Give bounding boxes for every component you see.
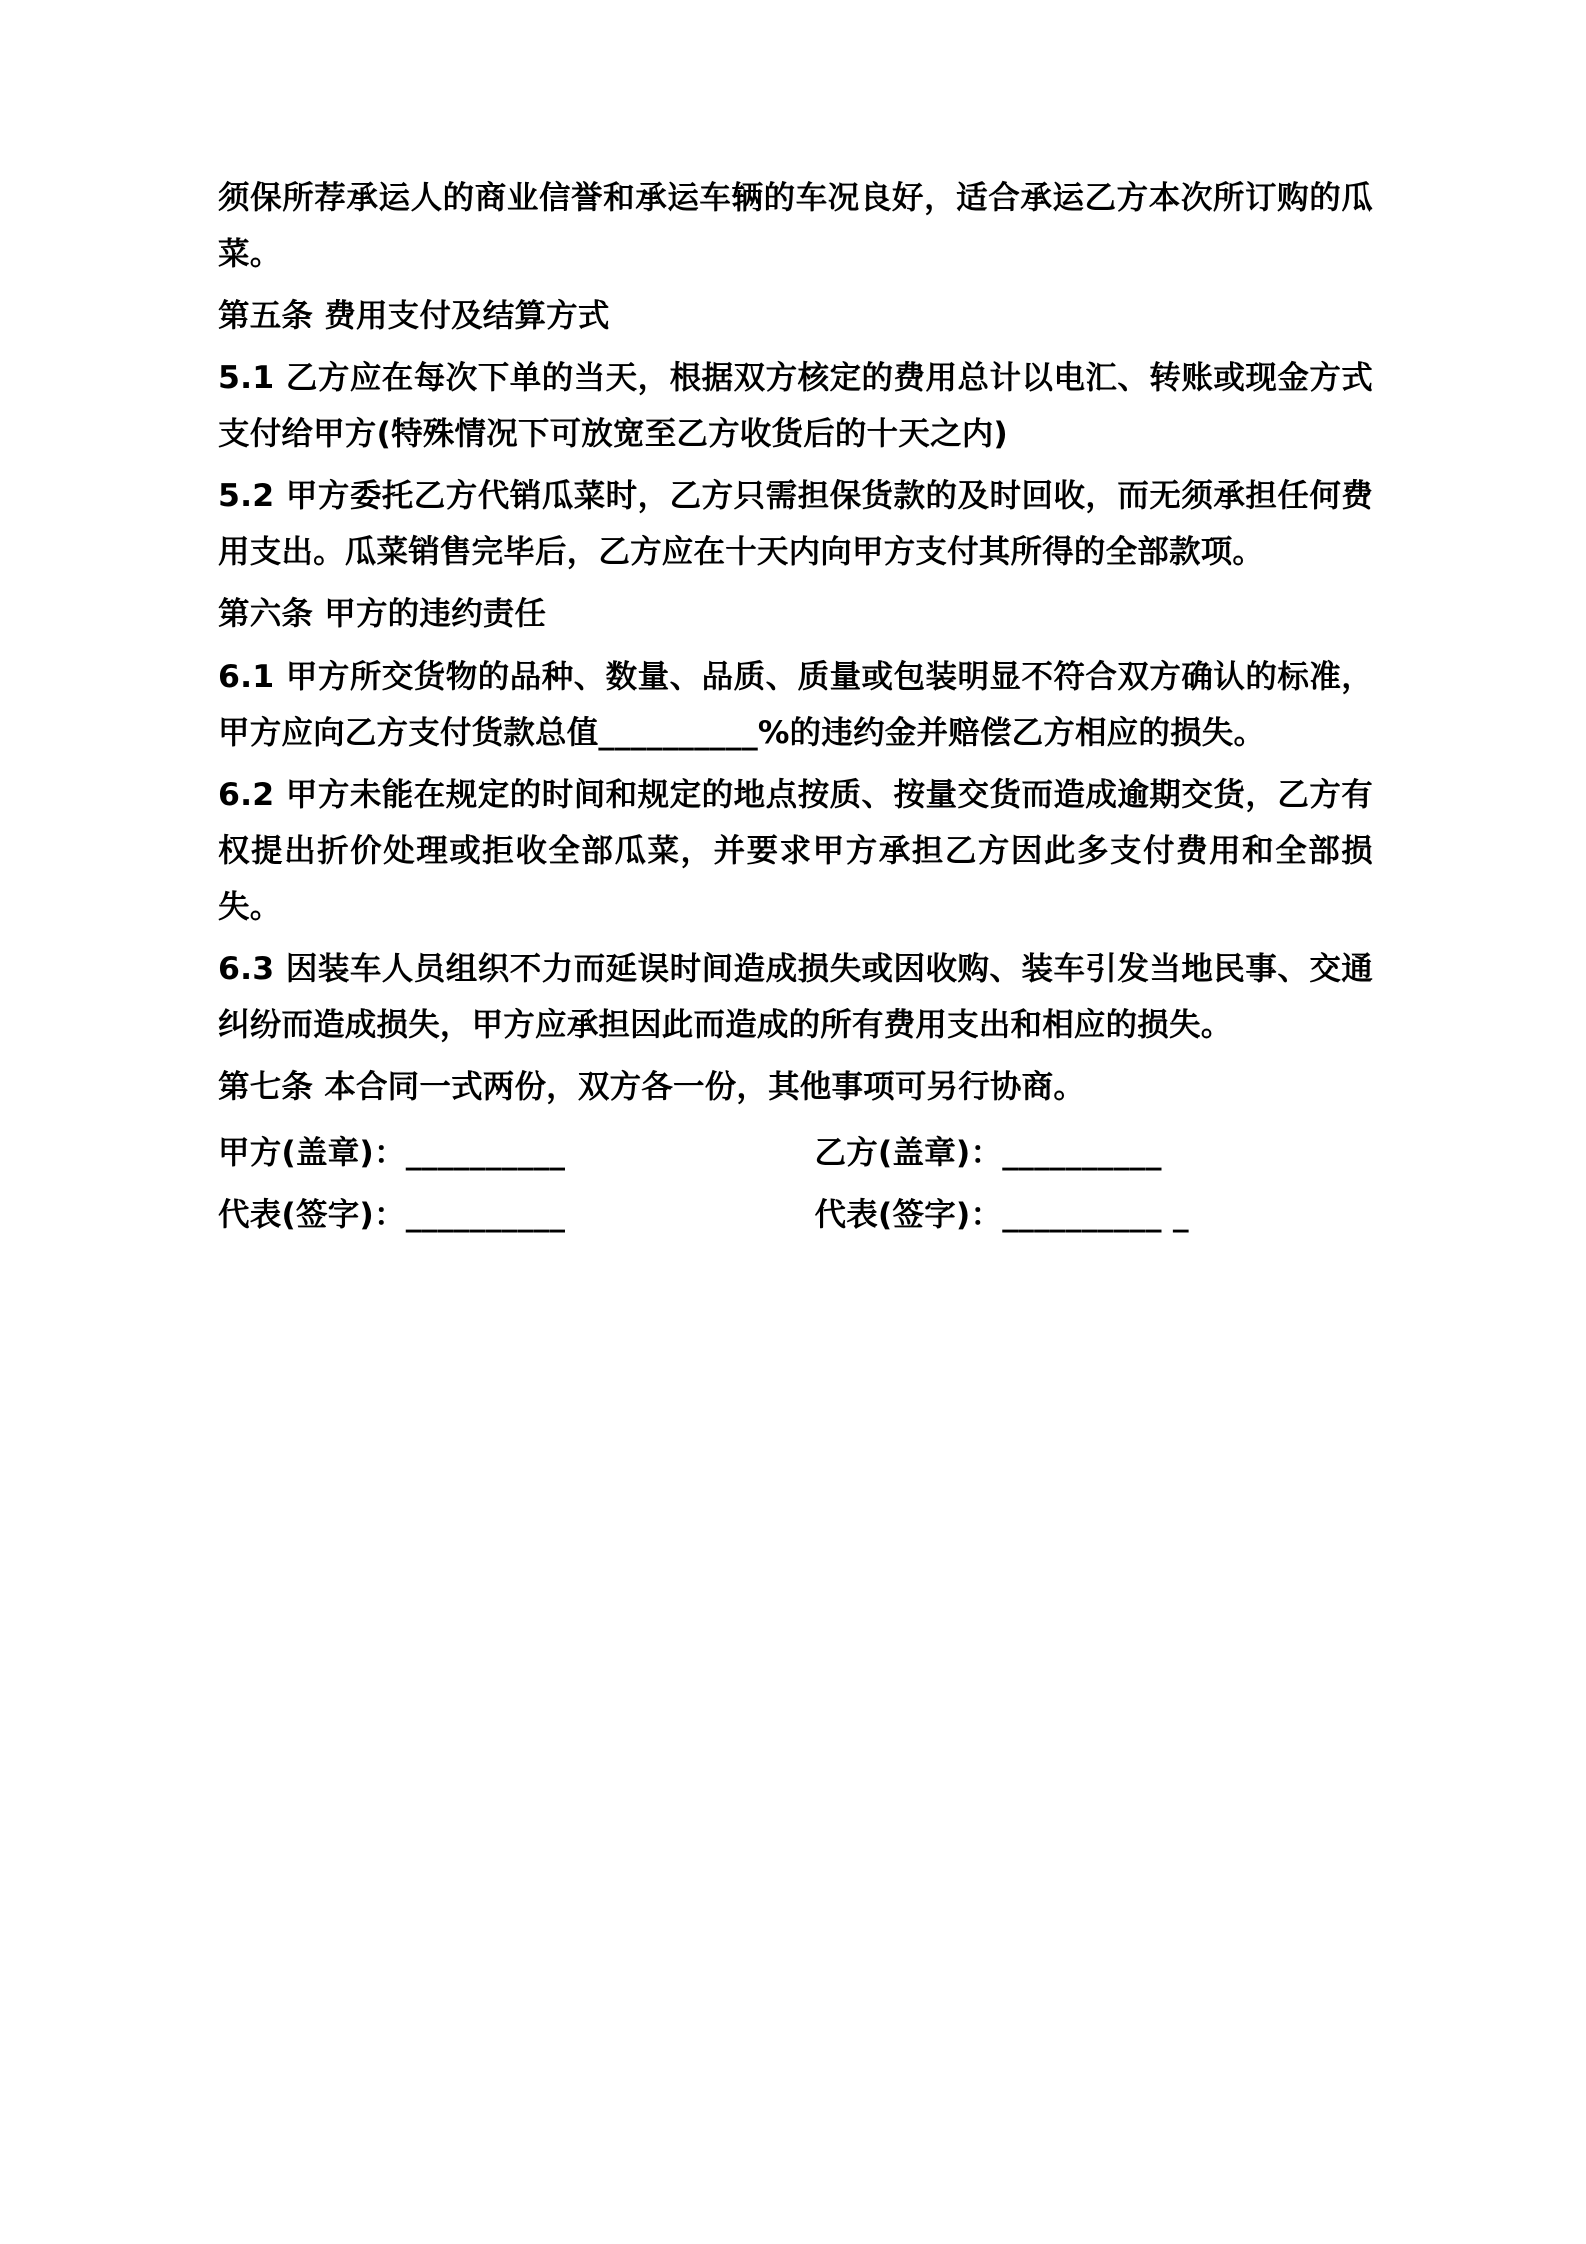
signature-party-b-representative: 代表(签字)：__________ _	[814, 1197, 1189, 1234]
paragraph-5-1: 5.1 乙方应在每次下单的当天，根据双方核定的费用总计以电汇、转账或现金方式支付给甲方(特殊情况下可放宽至乙方收货后的十天之内)	[218, 360, 1373, 453]
heading-article-6: 第六条 甲方的违约责任	[218, 596, 547, 633]
heading-article-5: 第五条 费用支付及结算方式	[218, 298, 610, 335]
paragraph-6-1: 6.1 甲方所交货物的品种、数量、品质、质量或包装明显不符合双方确认的标准，甲方应向乙方支付货款总值__________%的违约金并赔偿乙方相应的损失。	[218, 658, 1373, 751]
signature-party-a-representative: 代表(签字)：__________	[218, 1197, 566, 1234]
paragraph-6-3: 6.3 因装车人员组织不力而延误时间造成损失或因收购、装车引发当地民事、交通纠纷而造成损失，甲方应承担因此而造成的所有费用支出和相应的损失。	[218, 950, 1373, 1043]
document-body	[218, 170, 1373, 1243]
signature-row-seal	[218, 1125, 1373, 1181]
heading-article-7: 第七条 本合同一式两份，双方各一份，其他事项可另行协商。	[218, 1068, 1086, 1105]
paragraph-carrier-credit: 须保所荐承运人的商业信誉和承运车辆的车况良好，适合承运乙方本次所订购的瓜菜。	[218, 180, 1373, 273]
signature-row-representative	[218, 1187, 1373, 1243]
signature-block	[218, 1125, 1373, 1243]
signature-party-b-seal: 乙方(盖章)：__________	[814, 1135, 1162, 1171]
paragraph-5-2: 5.2 甲方委托乙方代销瓜菜时，乙方只需担保货款的及时回收，而无须承担任何费用支出。瓜菜销售完毕后，乙方应在十天内向甲方支付其所得的全部款项。	[218, 478, 1373, 571]
paragraph-6-2: 6.2 甲方未能在规定的时间和规定的地点按质、按量交货而造成逾期交货，乙方有权提出折价处理或拒收全部瓜菜，并要求甲方承担乙方因此多支付费用和全部损失。	[218, 776, 1373, 925]
signature-party-a-seal: 甲方(盖章)：__________	[218, 1135, 566, 1171]
